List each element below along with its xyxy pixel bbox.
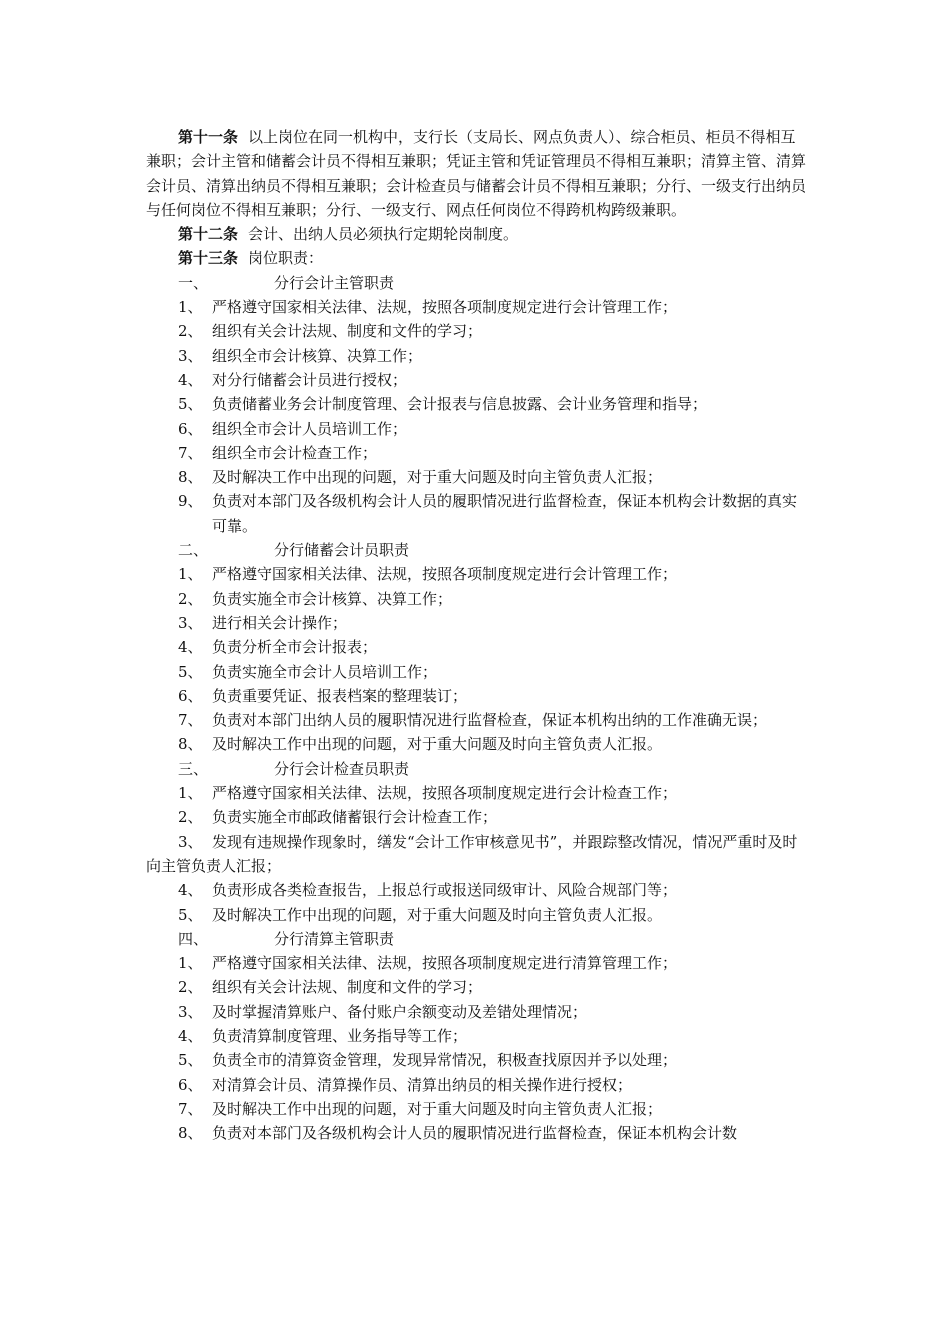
list-item [146,417,806,441]
article-label: 第十二条 [178,225,239,244]
item-number: 6、 [178,686,203,705]
item-number: 5、 [178,662,203,681]
list-item [146,392,806,416]
item-number: 2、 [178,808,203,827]
item-number: 3、 [178,613,203,632]
list-item [146,635,806,659]
item-number: 4、 [178,881,203,900]
item-text: 对分行储蓄会计员进行授权； [212,370,408,389]
list-item [146,903,806,927]
item-number: 4、 [178,1026,203,1045]
section-number: 三、 [178,759,209,778]
article-text: 岗位职责： [248,249,324,268]
item-text: 负责对本部门及各级机构会计人员的履职情况进行监督检查，保证本机构会计数 [212,1124,738,1143]
list-item [146,1048,806,1072]
list-item [146,684,806,708]
item-number: 8、 [178,735,203,754]
item-number: 8、 [178,468,203,487]
section-heading [146,538,806,562]
item-number: 5、 [178,1051,203,1070]
list-item [146,951,806,975]
article-label: 第十一条 [178,128,239,146]
list-item [146,441,806,465]
list-item [146,1097,806,1121]
section-heading [146,927,806,951]
item-text: 负责储蓄业务会计制度管理、会计报表与信息披露、会计业务管理和指导； [212,395,708,414]
item-text: 组织全市会计人员培训工作； [212,419,408,438]
item-text: 组织有关会计法规、制度和文件的学习； [212,978,483,997]
list-item [146,611,806,635]
list-item [146,878,806,902]
item-number: 2、 [178,322,203,341]
list-item [146,465,806,489]
section-heading [146,757,806,781]
item-text: 对清算会计员、清算操作员、清算出纳员的相关操作进行授权； [212,1075,633,1094]
item-text: 负责实施全市会计人员培训工作； [212,662,438,681]
list-item [146,489,806,538]
list-item [146,1000,806,1024]
article-13 [146,246,806,270]
item-number: 4、 [178,370,203,389]
item-number: 2、 [178,978,203,997]
list-item [146,781,806,805]
item-text: 负责分析全市会计报表； [212,638,378,657]
section-title: 分行储蓄会计员职责 [274,541,410,560]
item-text: 组织有关会计法规、制度和文件的学习； [212,322,483,341]
item-text: 及时解决工作中出现的问题，对于重大问题及时向主管负责人汇报。 [212,735,663,754]
article-text: 会计、出纳人员必须执行定期轮岗制度。 [248,225,519,244]
item-text: 负责形成各类检查报告，上报总行或报送同级审计、风险合规部门等； [212,881,678,900]
list-item [146,830,806,879]
item-number: 7、 [178,1099,203,1118]
item-text: 组织全市会计核算、决算工作； [212,346,423,365]
list-item [146,1024,806,1048]
article-12 [146,222,806,246]
item-text: 严格遵守国家相关法律、法规，按照各项制度规定进行会计管理工作； [212,298,678,317]
item-number: 1、 [178,565,203,584]
section-title: 分行清算主管职责 [274,929,395,948]
item-number: 4、 [178,638,203,657]
list-item [146,708,806,732]
article-text: 以上岗位在同一机构中，支行长（支局长、网点负责人）、综合柜员、柜员不得相互兼职；会计主管和储蓄会计员不得相互兼职；凭证主管和凭证管理员不得相互兼职；清算主管、清算会计员、清算出纳员不得相互兼职；会计检查员与储蓄会计员不得相互兼职；分行、一级支行出纳员与任何岗位不得相互兼职；分行、一级支行、网点任何岗位不得跨机构跨级兼职。 [146,128,807,219]
item-text: 严格遵守国家相关法律、法规，按照各项制度规定进行会计检查工作； [212,784,678,803]
section-number: 二、 [178,541,209,560]
item-text: 负责对本部门及各级机构会计人员的履职情况进行监督检查，保证本机构会计数据的真实可靠。 [212,492,798,535]
list-item [146,587,806,611]
article-11 [146,125,806,222]
list-item [146,319,806,343]
list-item [146,1121,806,1145]
item-number: 1、 [178,298,203,317]
item-text: 负责实施全市邮政储蓄银行会计检查工作； [212,808,498,827]
item-number: 3、 [178,832,203,851]
item-text: 及时掌握清算账户、备付账户余额变动及差错处理情况； [212,1002,588,1021]
item-text: 发现有违规操作现象时，缮发“会计工作审核意见书”，并跟踪整改情况，情况严重时及时向主管负责人汇报； [146,832,798,875]
item-text: 严格遵守国家相关法律、法规，按照各项制度规定进行清算管理工作； [212,954,678,973]
item-number: 6、 [178,1075,203,1094]
item-number: 6、 [178,419,203,438]
section-heading [146,271,806,295]
item-text: 及时解决工作中出现的问题，对于重大问题及时向主管负责人汇报； [212,1099,663,1118]
item-number: 5、 [178,395,203,414]
item-text: 负责对本部门出纳人员的履职情况进行监督检查，保证本机构出纳的工作准确无误； [212,711,768,730]
section-title: 分行会计检查员职责 [274,759,410,778]
section-title: 分行会计主管职责 [274,273,395,292]
item-number: 3、 [178,1002,203,1021]
item-number: 1、 [178,954,203,973]
item-text: 负责实施全市会计核算、决算工作； [212,589,453,608]
list-item [146,344,806,368]
item-number: 8、 [178,1124,203,1143]
item-number: 7、 [178,711,203,730]
item-text: 进行相关会计操作； [212,613,348,632]
item-number: 1、 [178,784,203,803]
item-number: 9、 [178,492,203,511]
item-number: 2、 [178,589,203,608]
article-label: 第十三条 [178,249,239,268]
section-number: 四、 [178,929,209,948]
item-text: 及时解决工作中出现的问题，对于重大问题及时向主管负责人汇报。 [212,905,663,924]
item-text: 严格遵守国家相关法律、法规，按照各项制度规定进行会计管理工作； [212,565,678,584]
item-number: 7、 [178,443,203,462]
list-item [146,805,806,829]
document-page [146,125,806,1145]
item-text: 负责全市的清算资金管理，发现异常情况，积极查找原因并予以处理； [212,1051,678,1070]
list-item [146,975,806,999]
item-text: 负责重要凭证、报表档案的整理装订； [212,686,468,705]
item-text: 组织全市会计检查工作； [212,443,378,462]
item-text: 及时解决工作中出现的问题，对于重大问题及时向主管负责人汇报； [212,468,663,487]
list-item [146,368,806,392]
list-item [146,732,806,756]
section-number: 一、 [178,273,209,292]
item-number: 3、 [178,346,203,365]
list-item [146,295,806,319]
item-text: 负责清算制度管理、业务指导等工作； [212,1026,468,1045]
list-item [146,1073,806,1097]
item-number: 5、 [178,905,203,924]
list-item [146,660,806,684]
list-item [146,562,806,586]
